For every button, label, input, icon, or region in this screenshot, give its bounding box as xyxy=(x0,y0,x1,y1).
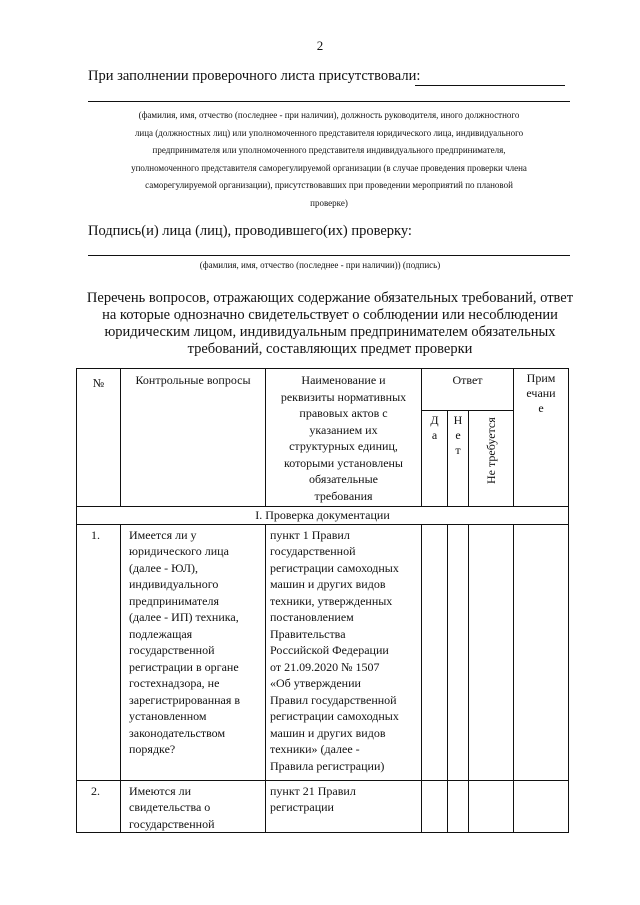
row-question: Имеются ли свидетельства о государственной xyxy=(121,780,266,833)
signature-fill-line xyxy=(88,255,570,256)
row-no-cell[interactable] xyxy=(448,780,469,833)
row-yes-cell[interactable] xyxy=(422,524,448,780)
header-answer: Ответ xyxy=(422,369,514,411)
header-not-required: Не требуется xyxy=(469,411,514,507)
header-yes: Д а xyxy=(422,411,448,507)
present-fill-line-full xyxy=(88,101,570,102)
row-note-cell[interactable] xyxy=(514,524,569,780)
row-not-required-cell[interactable] xyxy=(469,780,514,833)
header-note: Прим ечани е xyxy=(514,369,569,507)
row-number: 1. xyxy=(77,524,121,780)
table-header-row xyxy=(77,369,569,411)
present-label: При заполнении проверочного листа присутствовали: xyxy=(88,68,421,84)
signature-note: (фамилия, имя, отчество (последнее - при наличии)) (подпись) xyxy=(199,260,441,270)
row-number: 2. xyxy=(77,780,121,833)
row-question: Имеется ли у юридического лица (далее - ЮЛ), индивидуального предпринимателя (далее - ИП) техника, подлежащая государственной регистрации в органе гостехнадзора, не зарегистрированная в установленном законодательством порядке? xyxy=(121,524,266,780)
present-note: (фамилия, имя, отчество (последнее - при наличии), должность руководителя, иного должностного лица (должностных лиц) или уполномоченного представителя юридического лица, индивидуального предпринимателя или уполномоченного представителя индивидуального предпринимателя, уполномоченного представителя саморегулируемой организации (в случае проведения проверки члена саморегулируемой организации), присутствовавших при проведении мероприятий по плановой проверке) xyxy=(131,110,527,208)
list-heading: Перечень вопросов, отражающих содержание обязательных требований, ответ на которые однозначно свидетельствует о соблюдении или несоблюдении юридическим лицом, индивидуальным предпринимателем обязательных требований, составляющих предмет проверки xyxy=(86,290,574,357)
row-no-cell[interactable] xyxy=(448,524,469,780)
row-note-cell[interactable] xyxy=(514,780,569,833)
row-not-required-cell[interactable] xyxy=(469,524,514,780)
header-number: № xyxy=(77,369,121,507)
present-fill-line xyxy=(415,85,565,86)
row-yes-cell[interactable] xyxy=(422,780,448,833)
page-number: 2 xyxy=(316,38,324,53)
checklist-table xyxy=(76,368,569,833)
row-norm-acts: пункт 1 Правил государственной регистрации самоходных машин и других видов техники, утвержденных постановлением Правительства Российской Федерации от 21.09.2020 № 1507 «Об утверждении Правил государственной регистрации самоходных машин и других видов техники» (далее - Правила регистрации) xyxy=(266,524,422,780)
header-control-questions: Контрольные вопросы xyxy=(121,369,266,507)
header-no: Н е т xyxy=(448,411,469,507)
table-row xyxy=(77,780,569,833)
header-norm-acts: Наименование и реквизиты нормативных правовых актов с указанием их структурных единиц, которыми установлены обязательные требования xyxy=(266,369,422,507)
section-title: I. Проверка документации xyxy=(77,507,569,525)
table-row xyxy=(77,524,569,780)
signature-label: Подпись(и) лица (лиц), проводившего(их) проверку: xyxy=(88,223,412,239)
row-norm-acts: пункт 21 Правил регистрации xyxy=(266,780,422,833)
